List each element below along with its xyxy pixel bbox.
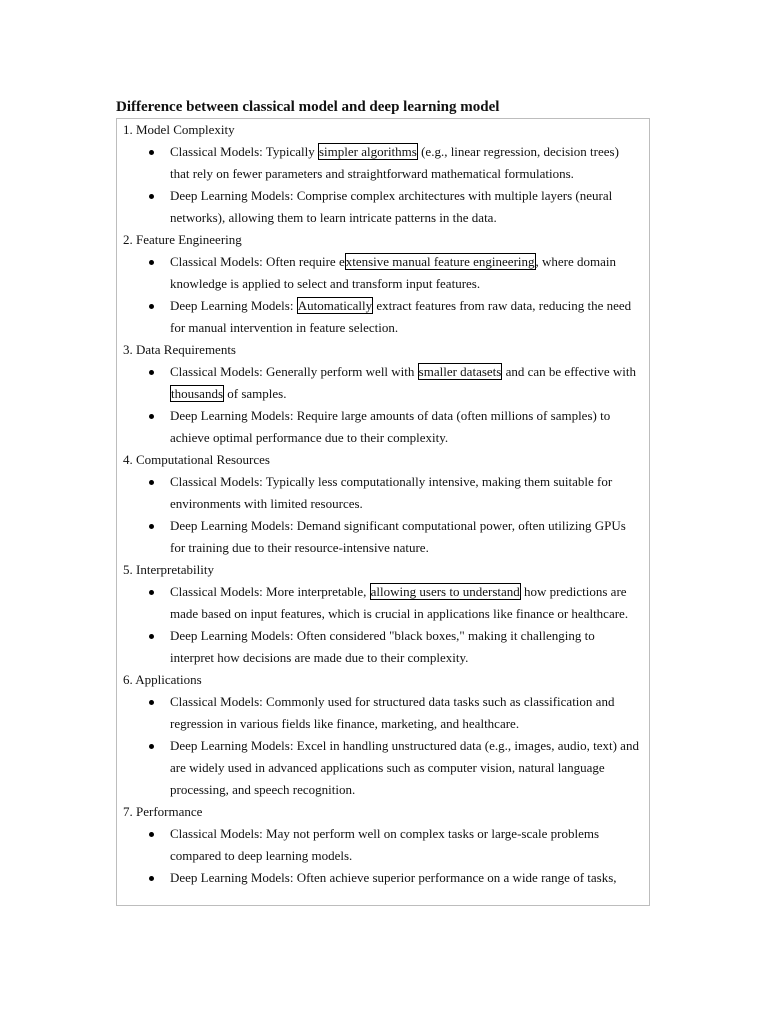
bullet-dot-icon — [149, 304, 154, 309]
highlighted-phrase: smaller datasets — [418, 364, 502, 379]
section — [123, 339, 645, 449]
bullet-text: of samples. — [224, 386, 287, 401]
section-heading: 3. Data Requirements — [123, 342, 236, 357]
highlighted-phrase: simpler algorithms — [318, 144, 417, 159]
bullet-dot-icon — [149, 590, 154, 595]
bullet-item — [123, 471, 645, 515]
bullet-text: Classical Models: Generally perform well with — [170, 364, 418, 379]
bullet-text: Classical Models: Typically less computationally intensive, making them suitable for environments with limited resources. — [170, 474, 613, 511]
bullet-item — [123, 141, 645, 185]
bullet-item — [123, 625, 645, 669]
bullet-text: Deep Learning Models: Excel in handling unstructured data (e.g., images, audio, text) and are widely used in advanced applications such as computer vision, natural language processing, and speech recognition. — [170, 738, 639, 797]
bullet-text: Classical Models: Commonly used for structured data tasks such as classification and regression in various fields like finance, marketing, and healthcare. — [170, 694, 615, 731]
bullet-dot-icon — [149, 832, 154, 837]
bullet-item — [123, 295, 645, 339]
section-heading: 5. Interpretability — [123, 562, 214, 577]
section — [123, 229, 645, 339]
section-list — [123, 119, 645, 889]
bullet-text: , where domain knowledge is applied to select and transform input features. — [170, 254, 617, 291]
bullet-text: Classical Models: More interpretable, — [170, 584, 370, 599]
section-heading: 1. Model Complexity — [123, 122, 235, 137]
bullet-text: and can be effective with — [502, 364, 637, 379]
bullet-item — [123, 735, 645, 801]
bullet-text: Deep Learning Models: — [170, 298, 297, 313]
highlighted-phrase: allowing users to understand — [370, 584, 520, 599]
bullet-text: how predictions are made based on input features, which is crucial in applications like finance or healthcare. — [170, 584, 629, 621]
section — [123, 669, 645, 801]
bullet-item — [123, 515, 645, 559]
section-heading: 6. Applications — [123, 672, 202, 687]
bullet-dot-icon — [149, 634, 154, 639]
bullet-text: Classical Models: Often require e — [170, 254, 345, 269]
bullet-dot-icon — [149, 194, 154, 199]
bullet-text: Deep Learning Models: Comprise complex architectures with multiple layers (neural networks), allowing them to learn intricate patterns in the data. — [170, 188, 613, 225]
section — [123, 449, 645, 559]
bullet-dot-icon — [149, 260, 154, 265]
document-title: Difference between classical model and deep learning model — [116, 99, 500, 115]
bullet-item — [123, 581, 645, 625]
section — [123, 801, 645, 889]
bullet-dot-icon — [149, 150, 154, 155]
bullet-dot-icon — [149, 370, 154, 375]
bullet-text: extract features from raw data, reducing the need for manual intervention in feature selection. — [170, 298, 632, 335]
bullet-dot-icon — [149, 414, 154, 419]
bullet-item — [123, 185, 645, 229]
bullet-dot-icon — [149, 480, 154, 485]
bullet-item — [123, 823, 645, 867]
bullet-item — [123, 405, 645, 449]
bullet-text: Deep Learning Models: Often considered "black boxes," making it challenging to interpret how decisions are made due to their complexity. — [170, 628, 595, 665]
section-heading: 4. Computational Resources — [123, 452, 270, 467]
bullet-text: (e.g., linear regression, decision trees) that rely on fewer parameters and straightforward mathematical formulations. — [170, 144, 619, 181]
bullet-dot-icon — [149, 524, 154, 529]
bullet-dot-icon — [149, 744, 154, 749]
bullet-text: Deep Learning Models: Often achieve superior performance on a wide range of tasks, — [170, 870, 617, 885]
bullet-dot-icon — [149, 700, 154, 705]
bullet-dot-icon — [149, 876, 154, 881]
bullet-item — [123, 691, 645, 735]
bullet-text: Classical Models: Typically — [170, 144, 318, 159]
section — [123, 559, 645, 669]
highlighted-phrase: Automatically — [297, 298, 373, 313]
bullet-item — [123, 361, 645, 405]
content-box — [116, 118, 650, 906]
highlighted-phrase: xtensive manual feature engineering — [345, 254, 535, 269]
bullet-text: Classical Models: May not perform well on complex tasks or large-scale problems compared to deep learning models. — [170, 826, 600, 863]
section — [123, 119, 645, 229]
section-heading: 2. Feature Engineering — [123, 232, 242, 247]
section-heading: 7. Performance — [123, 804, 203, 819]
highlighted-phrase: thousands — [171, 386, 223, 401]
bullet-item — [123, 251, 645, 295]
bullet-text: Deep Learning Models: Demand significant computational power, often utilizing GPUs for training due to their resource-intensive nature. — [170, 518, 626, 555]
bullet-text: Deep Learning Models: Require large amounts of data (often millions of samples) to achieve optimal performance due to their complexity. — [170, 408, 611, 445]
bullet-item — [123, 867, 645, 889]
